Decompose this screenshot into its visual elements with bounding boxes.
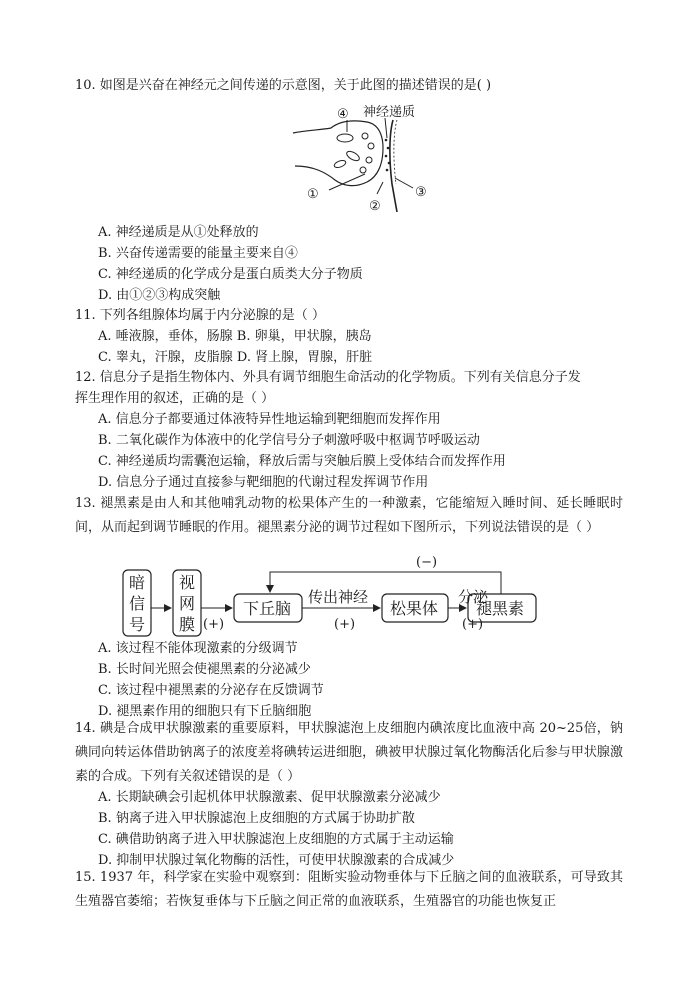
- label-neurotransmitter: 神经递质: [363, 105, 416, 120]
- box-retina-char3: 膜: [179, 615, 196, 634]
- label-2: ②: [369, 199, 381, 212]
- q13-option-a: A. 该过程不能体现激素的分级调节: [98, 641, 298, 656]
- arrow3-label-top: 分泌: [458, 588, 489, 606]
- q14-option-c: C. 碘借助钠离子进入甲状腺滤泡上皮细胞的方式属于主动运输: [98, 832, 454, 847]
- q12-option-d: D. 信息分子通过直接参与靶细胞的代谢过程发挥调节作用: [98, 475, 429, 490]
- q12-option-b: B. 二氧化碳作为体液中的化学信号分子刺激呼吸中枢调节呼吸运动: [98, 433, 480, 448]
- mitochondrion-shape: [337, 134, 353, 142]
- q12-stem-line2: 挥生理作用的叙述，正确的是（ ）: [75, 391, 275, 406]
- synapse-figure: [285, 100, 445, 212]
- box-dark-signal-char3: 号: [129, 615, 146, 634]
- box-retina-char2: 网: [179, 594, 196, 613]
- q14-option-d: D. 抑制甲状腺过氧化物酶的活性，可使甲状腺激素的合成减少: [98, 853, 455, 868]
- axon-terminal-outline: [293, 121, 383, 186]
- q10-stem: 10. 如图是兴奋在神经元之间传递的示意图，关于此图的描述错误的是( ): [75, 78, 492, 93]
- q10-option-b: B. 兴奋传递需要的能量主要来自④: [98, 246, 298, 261]
- arrow3-label-bottom: (+): [462, 617, 484, 632]
- arrow1-label: (+): [203, 617, 225, 632]
- q13-option-d: D. 褪黑素作用的细胞只有下丘脑细胞: [98, 704, 312, 719]
- melatonin-diagram: [120, 550, 550, 640]
- leader-line-transmitter: [385, 118, 387, 138]
- q11-stem: 11. 下列各组腺体均属于内分泌腺的是（ ）: [75, 308, 325, 323]
- box-dark-signal-char2: 信: [129, 594, 146, 613]
- mitochondrion-shape: [345, 149, 361, 162]
- box-retina-char1: 视: [179, 573, 196, 592]
- melatonin-regulation-svg: [120, 550, 550, 640]
- mitochondrion-shape: [333, 159, 346, 169]
- vesicle-shape: [366, 157, 372, 163]
- feedback-label: (−): [416, 555, 438, 570]
- transmitter-dot: [386, 169, 389, 172]
- q12-stem-line1: 12. 信息分子是指生物体内、外具有调节细胞生命活动的化学物质。下列有关信息分子发: [75, 370, 581, 385]
- q13-option-b: B. 长时间光照会使褪黑素的分泌减少: [98, 662, 311, 677]
- leader-line-2: [377, 182, 383, 194]
- q10-option-c: C. 神经递质的化学成分是蛋白质类大分子物质: [98, 267, 363, 282]
- q10-option-a: A. 神经递质是从①处释放的: [98, 225, 259, 240]
- q13-stem: 13. 褪黑素是由人和其他哺乳动物的松果体产生的一种激素，它能缩短入睡时间、延长睡眠时间，从而起到调节睡眠的作用。褪黑素分泌的调节过程如下图所示，下列说法错误的是（ ）: [75, 496, 623, 535]
- postsynaptic-membrane: [390, 120, 397, 212]
- q12-option-c: C. 神经递质均需囊泡运输，释放后需与突触后膜上受体结合而发挥作用: [98, 454, 506, 469]
- box-pineal-label: 松果体: [390, 599, 439, 618]
- box-hypothalamus-label: 下丘脑: [243, 599, 292, 618]
- postsynaptic-membrane-inner: [394, 120, 397, 184]
- q14-option-b: B. 钠离子进入甲状腺滤泡上皮细胞的方式属于协助扩散: [98, 811, 415, 826]
- leader-line-1: [329, 174, 365, 190]
- vesicle-shape: [368, 143, 374, 149]
- transmitter-dot: [385, 155, 388, 158]
- transmitter-dot: [385, 139, 388, 142]
- leader-line-3: [395, 178, 413, 188]
- q13-option-c: C. 该过程中褪黑素的分泌存在反馈调节: [98, 683, 324, 698]
- q14-stem: 14. 碘是合成甲状腺激素的重要原料，甲状腺滤泡上皮细胞内碘浓度比血液中高 20~25倍，钠碘同向转运体借助钠离子的浓度差将碘转运进细胞，碘被甲状腺过氧化物酶活化后参与甲状腺激素的合成。下列有关叙述错误的是（ ）: [75, 721, 623, 784]
- q11-option-cd: C. 睾丸，汗腺，皮脂腺 D. 肾上腺，胃腺，肝脏: [98, 350, 373, 365]
- q12-option-a: A. 信息分子都要通过体液特异性地运输到靶细胞而发挥作用: [98, 412, 441, 427]
- label-1: ①: [307, 187, 319, 202]
- arrow2-label-bottom: (+): [334, 617, 356, 632]
- box-melatonin-label: 褪黑素: [476, 599, 525, 618]
- q14-option-a: A. 长期缺碘会引起机体甲状腺激素、促甲状腺激素分泌减少: [98, 790, 441, 805]
- q10-option-d: D. 由①②③构成突触: [98, 288, 221, 303]
- transmitter-dot: [387, 147, 390, 150]
- vesicle-shape: [360, 167, 366, 173]
- label-3: ③: [415, 185, 427, 200]
- vesicle-shape: [362, 133, 368, 139]
- synapse-diagram: [285, 100, 445, 212]
- label-4: ④: [337, 107, 349, 122]
- q11-option-ab: A. 唾液腺，垂体，肠腺 B. 卵巢，甲状腺，胰岛: [98, 329, 372, 344]
- q15-stem: 15. 1937 年，科学家在实验中观察到：阻断实验动物垂体与下丘脑之间的血液联系，可导致其生殖器官萎缩；若恢复垂体与下丘脑之间正常的血液联系，生殖器官的功能也恢复正: [75, 870, 623, 909]
- box-dark-signal-char1: 暗: [129, 573, 146, 592]
- arrow2-label-top: 传出神经: [308, 588, 369, 606]
